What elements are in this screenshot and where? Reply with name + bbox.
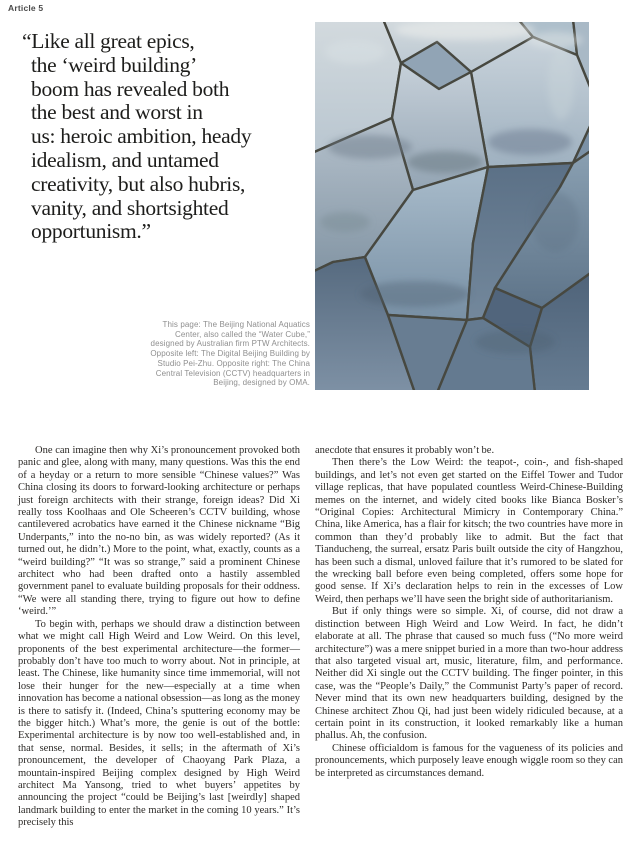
photo-caption-line: Central Television (CCTV) headquarters in — [155, 368, 310, 378]
body-paragraph: Then there’s the Low Weird: the teapot-, coin-, and fish-shaped buildings, and let’s not even get started on the Eiffel Tower and Tudor village replicas, that have populated countless Weird-Chinese-Building memes on the internet, and widely cited books like Bianca Bosker’s “Original Copies: Architectural Mimicry in Contemporary China.” China, like America, has a flair for kitsch; the two countries have more in common than they’d probably like to admit. But the fact that Tianducheng, the surreal, ersatz Paris built outside the city of Hangzhou, has been such a dismal, unloved failure that it’s rumored to be slated for the wrecking ball before even being completed, offers some hope for good sense. If Xi’s declaration helps to rein in the excesses of Low Weird, then perhaps we’ll have seen the bright side of authoritarianism. — [315, 457, 623, 605]
photo-caption-line: This page: The Beijing National Aquatics — [162, 320, 310, 329]
photo-caption — [100, 320, 310, 388]
pull-quote-line: opportunism.” — [31, 219, 151, 244]
pull-quote-line: the ‘weird building’ — [31, 52, 197, 77]
photo-caption-line: Studio Pei-Zhu. Opposite right: The China — [157, 358, 310, 368]
article-label: Article 5 — [8, 3, 44, 13]
body-paragraph: But if only things were so simple. Xi, of course, did not draw a distinction between High Weird and Low Weird. In fact, he didn’t elaborate at all. The phrase that caused so much fuss (“No more weird architecture”) was a mere snippet buried in a more than two-hour address that also targeted visual art, music, literature, film, and performance. Neither did Xi single out the CCTV building. The finger pointer, in this case, was the “People’s Daily,” the Communist Party’s paper of record. Never mind that its own new headquarters building, designed by the Chinese architect Zhou Qi, had just been widely ridiculed because, at a certain point in its construction, it looked remarkably like a human phallus. Ah, the confusion. — [315, 606, 623, 742]
pull-quote-line: us: heroic ambition, heady — [31, 124, 252, 149]
pull-quote-line: vanity, and shortsighted — [31, 195, 229, 220]
water-cube-photo — [315, 22, 589, 390]
body-paragraph: anecdote that ensures it probably won’t be. — [315, 445, 495, 456]
body-column-left — [18, 445, 300, 830]
pull-quote — [22, 29, 252, 244]
body-paragraph: One can imagine then why Xi’s pronouncement provoked both panic and glee, along with many, many questions. Was this the end of a heyday or a return to more sensible “Chinese values?” Was China closing its doors to forward-looking architecture or perhaps just foreign architects with their strange, foreign ideas? Did Xi really toss Koolhaas and Ole Scheeren’s CCTV building, whose cantilevered acrobatics have earned it the Chinese nickname “Big Underpants,” into the no-no bin, as was widely reported? (As it turned out, he didn’t.) More to the point, what, exactly, counts as a “weird building?” “It was so strange,” said a prominent Chinese architect who had been drafted onto a hastily assembled government panel to evaluate building proposals for their oddness. “We were all standing there, trying to figure out how to define ‘weird.’” — [18, 445, 300, 618]
photo-caption-line: Beijing, designed by OMA. — [213, 378, 310, 388]
pull-quote-line: the best and worst in — [31, 100, 203, 125]
pull-quote-line: “Like all great epics, — [22, 29, 195, 53]
pull-quote-line: idealism, and untamed — [31, 147, 219, 172]
body-column-right — [315, 445, 623, 780]
pull-quote-line: creativity, but also hubris, — [31, 171, 246, 196]
photo-caption-line: Opposite left: The Digital Beijing Building by — [150, 349, 310, 359]
body-paragraph: Chinese officialdom is famous for the vagueness of its policies and pronouncements, which purposely leave enough wiggle room so they can be interpreted as circumstances demand. — [315, 742, 623, 779]
body-paragraph: To begin with, perhaps we should draw a distinction between what we might call High Weird and Low Weird. On this level, proponents of the best experimental architecture—the former—probably don’t have too much to worry about. Not in principle, at least. The Chinese, like humanity since time immemorial, will not lose their hunger for the new—especially at a time when innovation has become a national obsession—as long as the money is there to satisfy it. (Indeed, China’s sputtering economy may be the bigger hitch.) What’s more, the genie is out of the bottle: Experimental architecture is by now too well-established and, in that sense, normal. Besides, it sells; in the aftermath of Xi’s pronouncement, the developer of Chaoyang Park Plaza, a mountain-inspired Beijing complex designed by High Weird architect Ma Yansong, tried to whet buyers’ appetites by announcing the project “could be Beijing’s last [weirdly] shaped landmark building to enter the market in the coming 10 years.” It’s precisely this — [18, 618, 300, 829]
pull-quote-line: boom has revealed both — [31, 76, 230, 101]
photo-caption-line: Center, also called the “Water Cube,” — [174, 329, 310, 339]
photo-caption-line: designed by Australian firm PTW Architects. — [150, 339, 310, 349]
